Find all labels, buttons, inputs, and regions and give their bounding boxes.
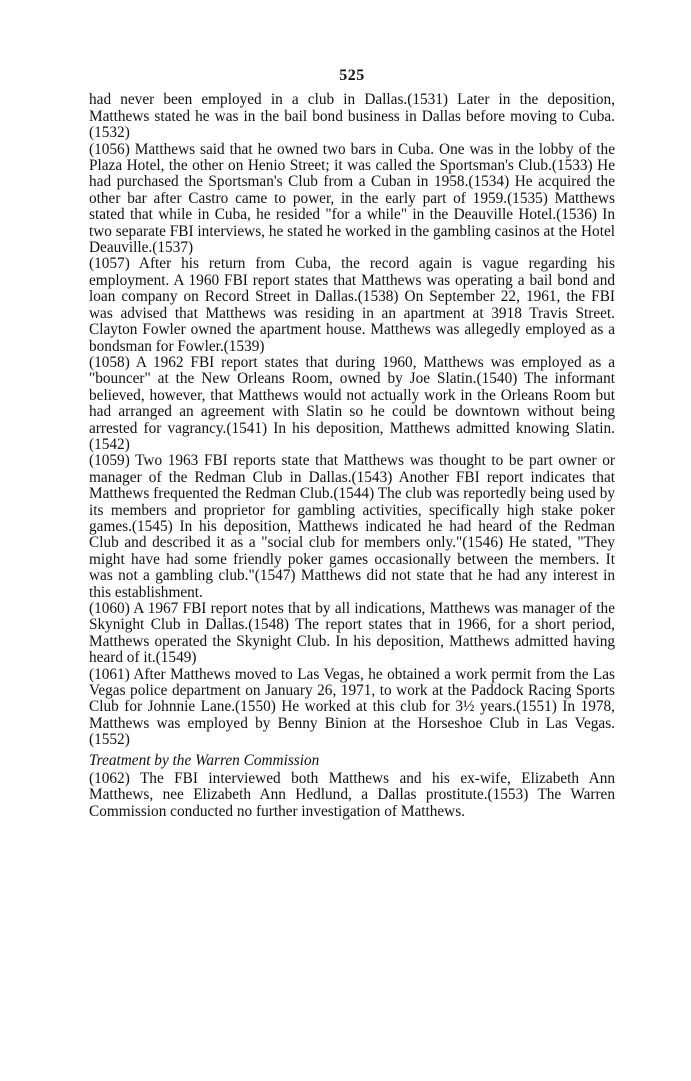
paragraph-continuation: had never been employed in a club in Dallas.(1531) Later in the deposition, Matthews stated he was in the bail bond business in Dallas before moving to Cuba.(1532)	[89, 91, 615, 142]
paragraph-1058: (1058) A 1962 FBI report states that during 1960, Matthews was employed as a "bouncer" at the New Orleans Room, owned by Joe Slatin.(1540) The informant believed, however, that Matthews would not actually work in the Orleans Room but had arranged an agreement with Slatin so he could be downtown without being arrested for vagrancy.(1541) In his deposition, Matthews admitted knowing Slatin.(1542)	[89, 353, 615, 453]
paragraph-1062: (1062) The FBI interviewed both Matthews and his ex-wife, Elizabeth Ann Matthews, nee Elizabeth Ann Hedlund, a Dallas prostitute.(1553) The Warren Commission conducted no further investigation of Matthews.	[89, 770, 615, 820]
paragraph-1056: (1056) Matthews said that he owned two bars in Cuba. One was in the lobby of the Plaza Hotel, the other on Henio Street; it was called the Sportsman's Club.(1533) He had purchased the Sportsman's Club from a Cuban in 1958.(1534) He acquired the other bar after Castro came to power, in the early part of 1959.(1535) Matthews stated that while in Cuba, he resided "for a while" in the Deauville Hotel.(1536) In two separate FBI interviews, he stated he worked in the gambling casinos at the Hotel Deauville.(1537)	[89, 140, 615, 257]
page-number: 525	[339, 67, 365, 84]
paragraph-1059: (1059) Two 1963 FBI reports state that Matthews was thought to be part owner or manager of the Redman Club in Dallas.(1543) Another FBI report indicates that Matthews frequented the Redman Club.(1544) The club was reportedly being used by its members and proprietor for gambling activities, specifically high stake poker games.(1545) In his deposition, Matthews indicated he had heard of the Redman Club and described it as a "social club for members only."(1546) He stated, "They might have had some friendly poker games occasionally between the members. It was not a gambling club."(1547) Matthews did not state that he had any interest in this establishment.	[89, 452, 615, 601]
paragraph-1060: (1060) A 1967 FBI report notes that by all indications, Matthews was manager of the Skynight Club in Dallas.(1548) The report states that in 1966, for a short period, Matthews operated the Skynight Club. In his deposition, Matthews admitted having heard of it.(1549)	[89, 600, 615, 667]
paragraph-1057: (1057) After his return from Cuba, the record again is vague regarding his employment. A 1960 FBI report states that Matthews was operating a bail bond and loan company on Record Street in Dallas.(1538) On September 22, 1961, the FBI was advised that Matthews was residing in an apartment at 3918 Travis Street. Clayton Fowler owned the apartment house. Matthews was allegedly employed as a bondsman for Fowler.(1539)	[89, 255, 615, 355]
paragraph-1061: (1061) After Matthews moved to Las Vegas, he obtained a work permit from the Las Vegas police department on January 26, 1971, to work at the Paddock Racing Sports Club for Johnnie Lane.(1550) He worked at this club for 3½ years.(1551) In 1978, Matthews was employed by Benny Binion at the Horseshoe Club in Las Vegas.(1552)	[89, 665, 615, 749]
document-page	[89, 68, 615, 820]
section-heading: Treatment by the Warren Commission	[89, 751, 320, 769]
